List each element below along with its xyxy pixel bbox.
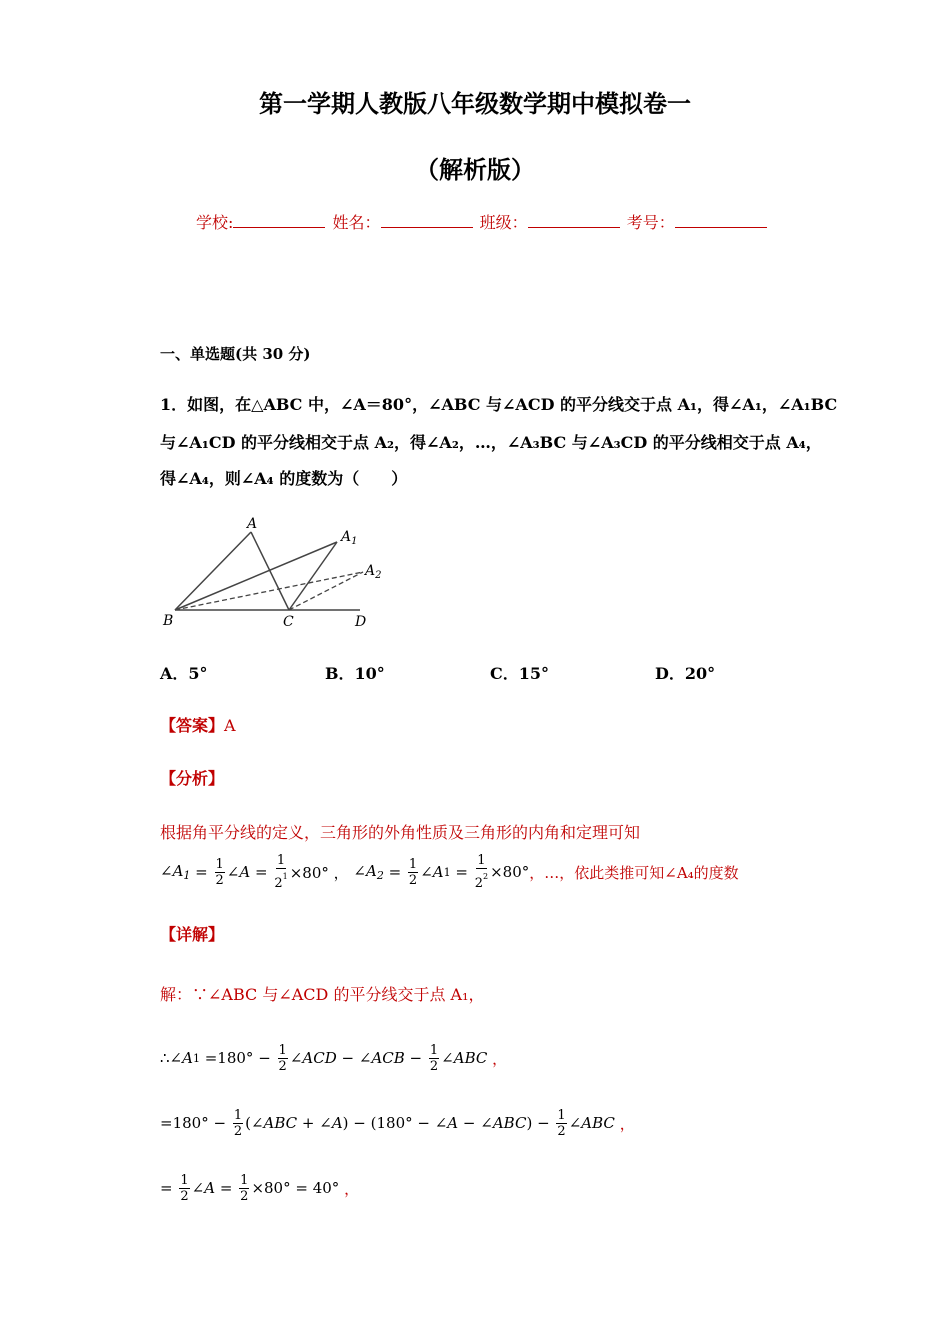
field-exam-number-blank[interactable] [675,213,767,228]
line-ca2 [289,572,363,610]
triangle-figure [155,510,395,635]
detail-line-1: 解：∵∠ABC 与∠ACD 的平分线交于点 A₁， [160,985,485,1004]
line-ac [251,532,289,610]
section-heading: 一、单选题(共 30 分) [160,345,311,363]
label-d: D [355,614,367,630]
detail-step-2: =180° − $\frac{1}{2}$ (∠ ABC + ∠ A ) − (180° − ∠ A − ∠ ABC ) − $\frac{1}{2}$ ∠ ABC ， [160,1107,635,1139]
analysis-formula: $\angle A_1$ = $\frac{1}{2}$ ∠ A = $\frac{1}{2^1}$ ×80° ， $\angle A_2$ = $\frac{1}{2}$ ∠ A 1 = $\frac{1}{2^2}$ ×80° ，…，依此类推可知∠A₄的度数 [160,853,739,891]
line-ba [175,532,251,610]
label-a1: $A_1$ [341,529,358,547]
field-exam-number-label: 考号： [626,213,675,232]
field-school-label: 学校: [196,213,234,232]
field-class-label: 班级： [479,213,528,232]
field-name-blank[interactable] [381,213,473,228]
field-school-blank[interactable] [233,213,325,228]
analysis-text: 根据角平分线的定义，三角形的外角性质及三角形的内角和定理可知 [160,823,641,842]
page-subtitle: （解析版） [415,155,535,184]
detail-label: 【详解】 [160,925,225,944]
option-a[interactable]: A．5° [160,664,208,683]
analysis-formula-tail: ，…，依此类推可知∠A₄的度数 [529,863,739,882]
field-class-blank[interactable] [528,213,620,228]
page-title: 第一学期人教版八年级数学期中模拟卷一 [259,89,691,118]
label-a2: $A_2$ [365,563,382,581]
label-b: B [163,613,174,629]
analysis-label: 【分析】 [160,769,225,788]
student-info-fields [196,210,769,233]
option-d[interactable]: D．20° [655,664,716,683]
question-line-1: 1．如图，在△ABC 中，∠A＝80°，∠ABC 与∠ACD 的平分线交于点 A₁，得∠A₁，∠A₁BC [160,395,838,414]
question-line-2: 与∠A₁CD 的平分线相交于点 A₂，得∠A₂，…，∠A₃BC 与∠A₃CD 的平分线相交于点 A₄， [160,433,822,452]
field-name-label: 姓名： [332,213,381,232]
detail-step-1: ∴∠ A 1 =180° − $\frac{1}{2}$ ∠ ACD − ∠ ACB − $\frac{1}{2}$ ∠ ABC ， [160,1042,508,1074]
answer-value: A [224,716,236,735]
option-c[interactable]: C．15° [490,664,550,683]
label-c: C [283,614,294,630]
answer-line [160,713,236,736]
option-b[interactable]: B．10° [325,664,385,683]
detail-step-3: = $\frac{1}{2}$ ∠ A = $\frac{1}{2}$ ×80° = 40° ， [160,1172,360,1204]
question-line-3: 得∠A₄，则∠A₄ 的度数为（ ） [160,469,408,488]
label-a: A [247,516,258,532]
line-ba2 [175,572,363,610]
answer-label: 【答案】 [160,716,225,735]
